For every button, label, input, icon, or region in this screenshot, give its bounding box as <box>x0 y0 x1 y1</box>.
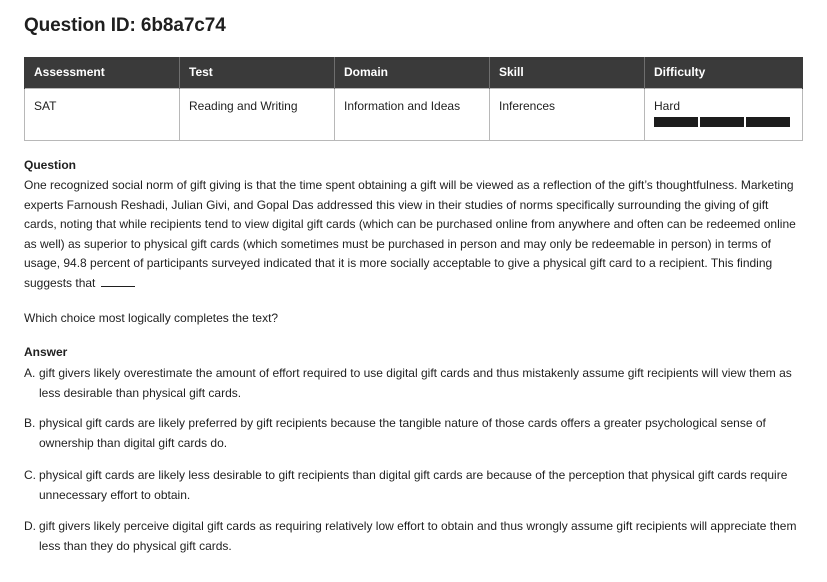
choice-text: gift givers likely perceive digital gift cards as requiring relatively low effort to obtain and thus wrongly assume gift recipients will appreciate them less than they do physical gift cards. <box>39 519 797 553</box>
choice-text: gift givers likely overestimate the amount of effort required to use digital gift cards and thus mistakenly assume gift recipients will view them as less desirable than physical gift cards. <box>39 366 792 400</box>
passage-text: One recognized social norm of gift giving is that the time spent obtaining a gift will be viewed as a reflection of the gift’s thoughtfulness. Marketing experts Farnoush Reshadi, Julian Givi, and Gopal Das addressed this view in their studies of norms specifically surrounding the giving of gift cards, noting that while recipients tend to view digital gift cards (which can be purchased online from anywhere and often can be redeemed online as well) as superior to physical gift cards (which sometimes must be purchased in person and may only be redeemable in person) in terms of usage, 94.8 percent of participants surveyed indicated that it is more socially acceptable to give a physical gift card to a recipient. This finding suggests that <box>24 178 796 290</box>
choice-letter: B. <box>24 416 36 430</box>
answer-choice-c <box>24 466 802 505</box>
question-label: Question <box>24 158 77 172</box>
choice-text: physical gift cards are likely preferred by gift recipients because the tangible nature of those cards offers a greater psychological sense of ownership than digital gift cards do. <box>39 416 766 450</box>
answer-label: Answer <box>24 345 68 359</box>
choice-letter: C. <box>24 468 36 482</box>
meta-header-skill: Skill <box>490 57 645 88</box>
meta-header-difficulty: Difficulty <box>645 57 803 88</box>
question-passage <box>24 176 802 293</box>
answer-choice-b <box>24 414 802 453</box>
meta-header-test: Test <box>180 57 335 88</box>
meta-header-domain: Domain <box>335 57 490 88</box>
answer-blank <box>101 276 135 287</box>
meta-value-difficulty-cell <box>645 88 803 140</box>
answer-choice-a <box>24 364 802 403</box>
meta-value-skill: Inferences <box>490 88 645 140</box>
question-meta-table <box>24 57 803 141</box>
difficulty-bar <box>746 117 790 127</box>
meta-value-test: Reading and Writing <box>180 88 335 140</box>
meta-value-assessment: SAT <box>25 88 180 140</box>
meta-value-row <box>25 88 803 140</box>
question-id-title: Question ID: 6b8a7c74 <box>24 15 226 36</box>
meta-value-difficulty: Hard <box>654 98 681 113</box>
meta-value-domain: Information and Ideas <box>335 88 490 140</box>
answer-choice-d <box>24 517 802 556</box>
choice-text: physical gift cards are likely less desirable to gift recipients than digital gift cards are because of the perception that physical gift cards require unnecessary effort to obtain. <box>39 468 788 502</box>
meta-header-assessment: Assessment <box>25 57 180 88</box>
question-prompt: Which choice most logically completes the text? <box>24 311 279 325</box>
choice-letter: A. <box>24 366 36 380</box>
meta-header-row <box>25 57 803 88</box>
difficulty-bar <box>654 117 698 127</box>
choice-letter: D. <box>24 519 36 533</box>
difficulty-indicator <box>654 117 793 127</box>
difficulty-bar <box>700 117 744 127</box>
